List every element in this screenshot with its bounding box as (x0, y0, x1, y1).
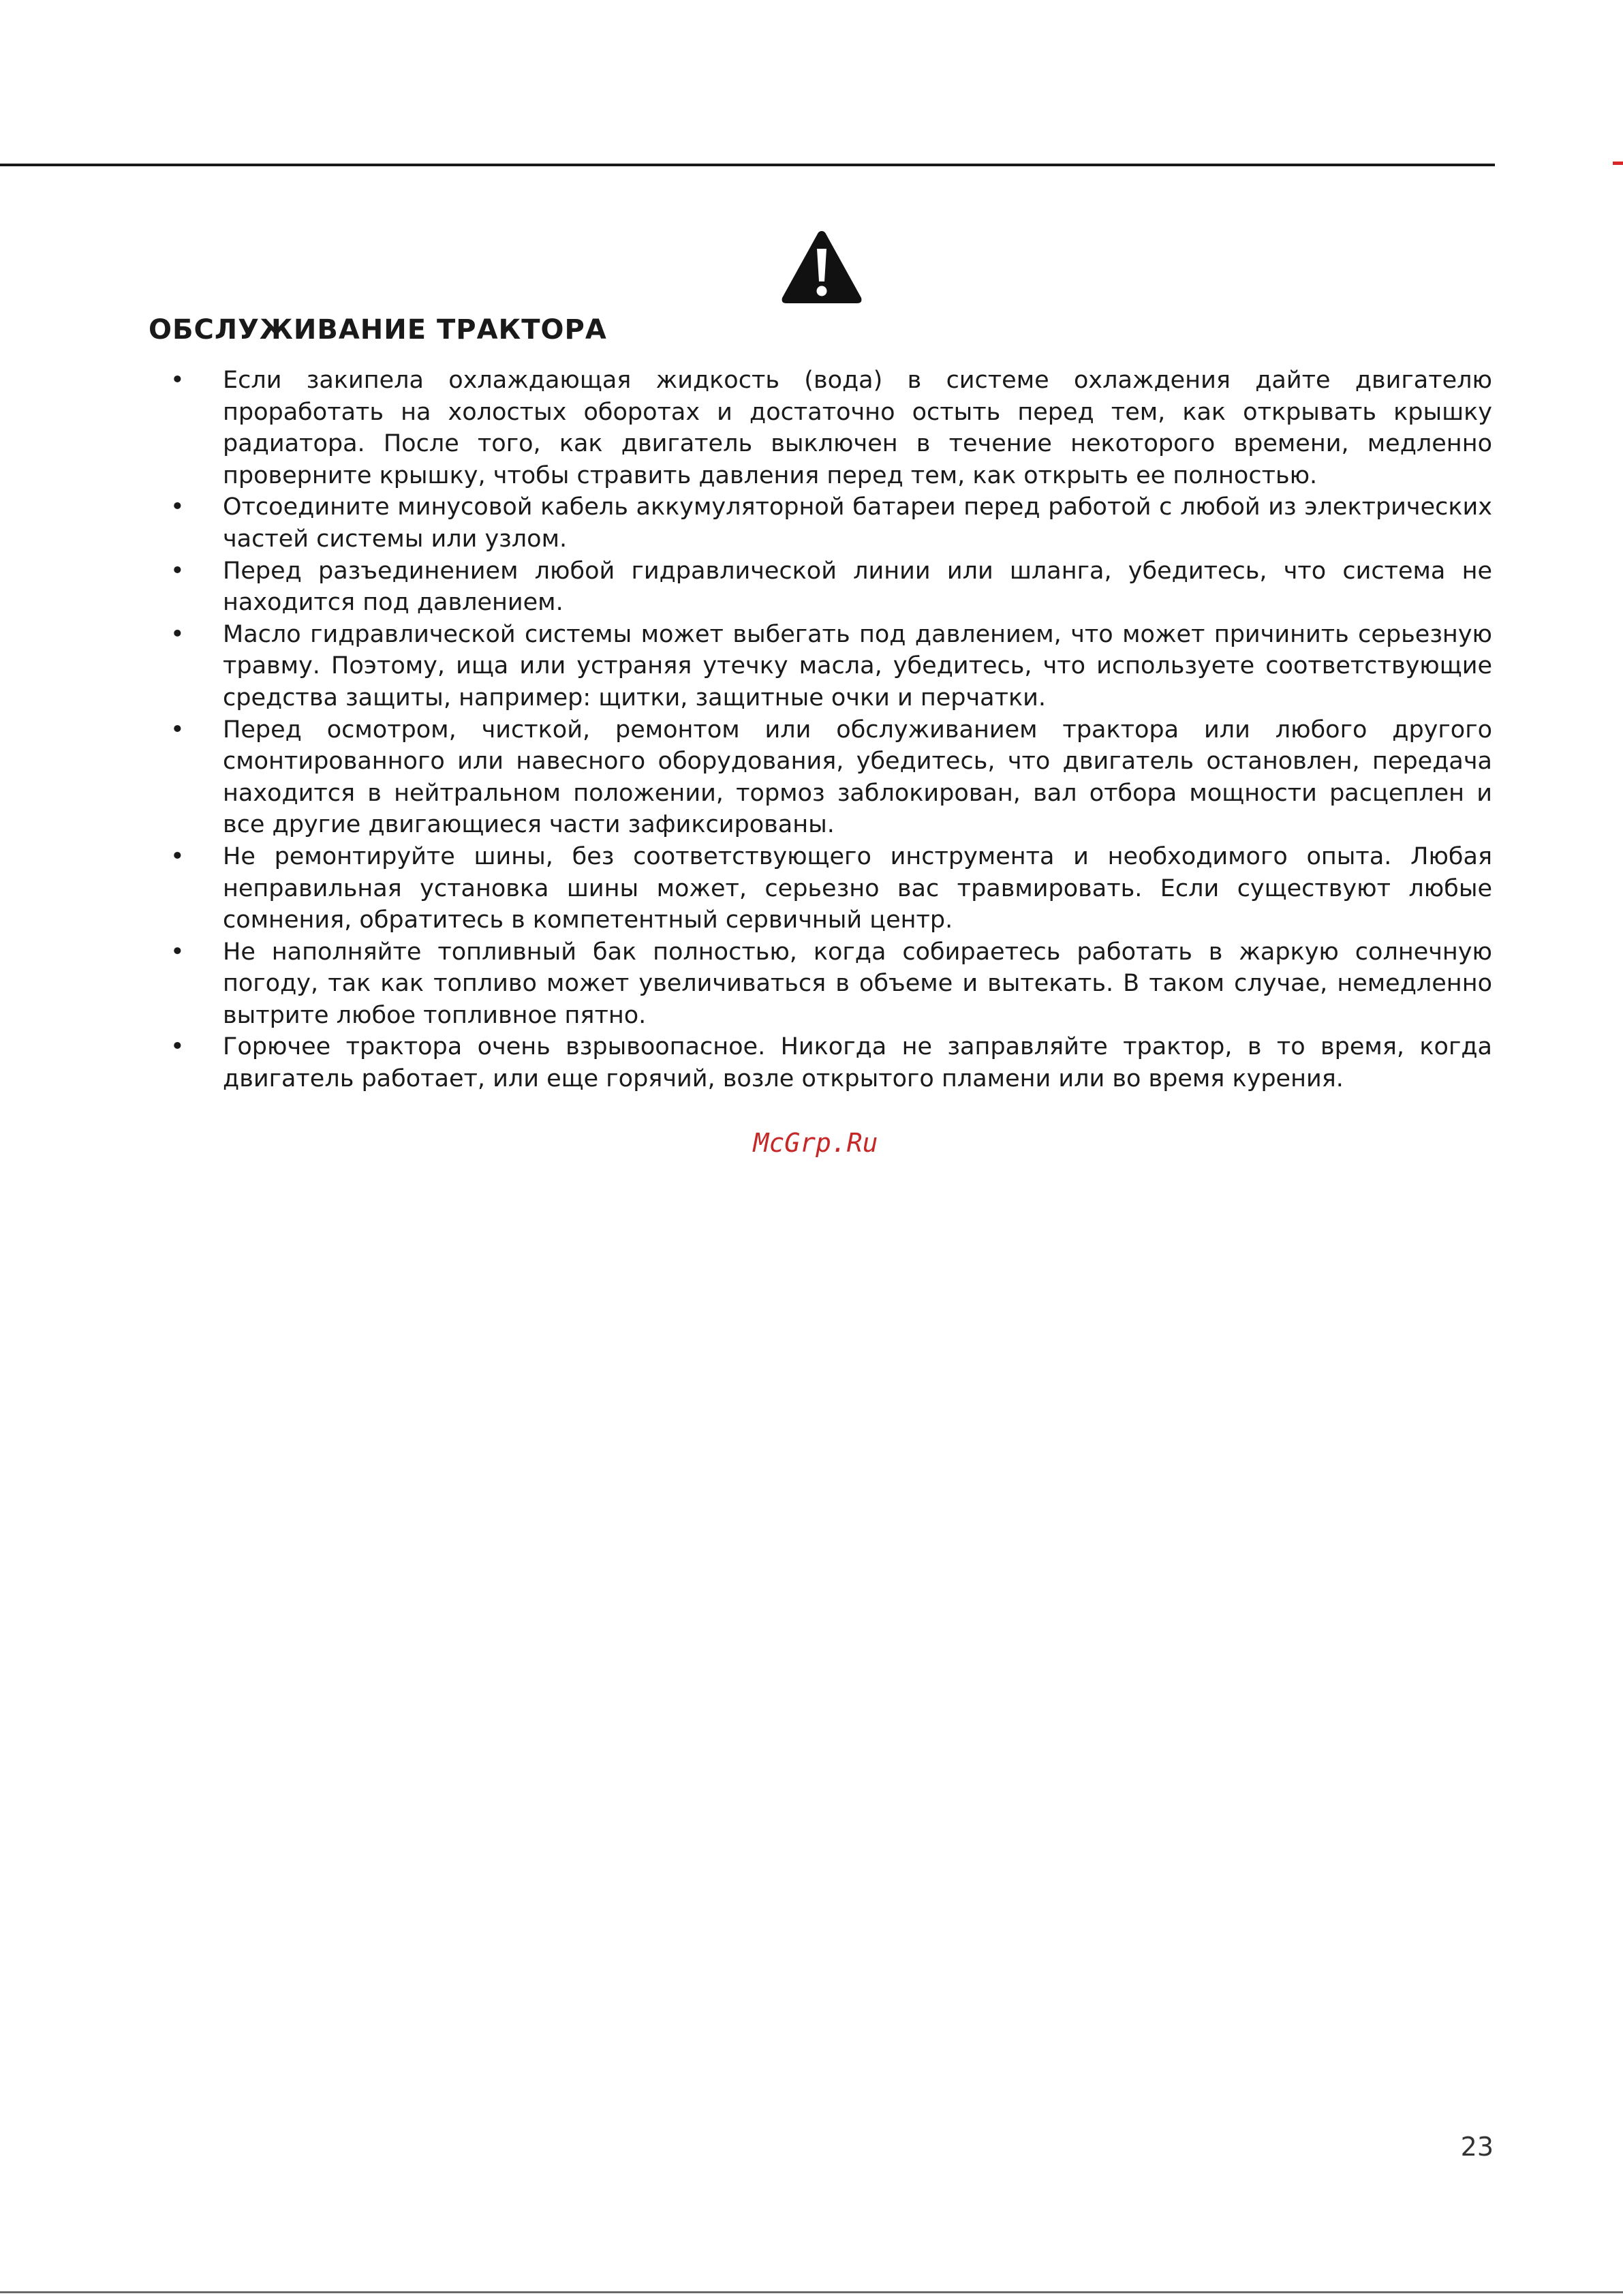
watermark-link[interactable]: McGrp.Ru (753, 1128, 878, 1158)
list-item (170, 841, 1492, 936)
list-item-text: Если закипела охлаждающая жидкость (вода) в системе охлаждения дайте двигателю проработать на холостых оборотах и достаточно остыть перед тем, как открывать крышку радиатора. После того, как двигатель выключен в течение некоторого времени, медленно проверните крышку, чтобы стравить давления перед тем, как открыть ее полностью. (223, 367, 1492, 489)
list-item-text: Перед осмотром, чисткой, ремонтом или обслуживанием трактора или любого другого смонтированного или навесного оборудования, убедитесь, что двигатель остановлен, передача находится в нейтральном положении, тормоз заблокирован, вал отбора мощности расцеплен и все другие двигающиеся части зафиксированы. (223, 716, 1492, 839)
list-item-text: Не ремонтируйте шины, без соответствующего инструмента и необходимого опыта. Любая неправильная установка шины может, серьезно вас травмировать. Если существуют любые сомнения, обратитесь в компетентный сервичный центр. (223, 842, 1492, 934)
list-item-text: Отсоедините минусовой кабель аккумуляторной батареи перед работой с любой из электрических частей системы или узлом. (223, 493, 1492, 553)
bullet-dot: • (170, 716, 185, 744)
list-item (170, 555, 1492, 619)
section-title: ОБСЛУЖИВАНИЕ ТРАКТОРА (149, 314, 607, 346)
page-number: 23 (1460, 2132, 1494, 2162)
list-item (170, 619, 1492, 714)
list-item (170, 365, 1492, 491)
list-item (170, 936, 1492, 1032)
bullet-dot: • (170, 842, 185, 870)
list-item (170, 491, 1492, 555)
footer-rule (0, 2291, 1623, 2293)
list-item-text: Перед разъединением любой гидравлической линии или шланга, убедитесь, что система не находится под давлением. (223, 557, 1492, 617)
list-item-text: Масло гидравлической системы может выбегать под давлением, что может причинить серьезную травму. Поэтому, ища или устраняя утечку масла, убедитесь, что используете соответствующие средства защиты, например: щитки, защитные очки и перчатки. (223, 620, 1492, 711)
bullet-dot: • (170, 620, 185, 648)
list-item (170, 1031, 1492, 1095)
list-item (170, 714, 1492, 841)
corner-accent-mark (1613, 162, 1623, 165)
bullet-dot: • (170, 557, 185, 585)
bullet-dot: • (170, 1033, 185, 1061)
header-rule (0, 164, 1495, 166)
warning-triangle-icon (779, 228, 864, 306)
bullet-dot: • (170, 938, 185, 966)
bullet-dot: • (170, 493, 185, 521)
bullet-dot: • (170, 367, 185, 394)
safety-bullet-list (170, 365, 1492, 1095)
list-item-text: Не наполняйте топливный бак полностью, когда собираетесь работать в жаркую солнечную погоду, так как топливо может увеличиваться в объеме и вытекать. В таком случае, немедленно вытрите любое топливное пятно. (223, 938, 1492, 1029)
list-item-text: Горючее трактора очень взрывоопасное. Никогда не заправляйте трактор, в то время, когда двигатель работает, или еще горячий, возле открытого пламени или во время курения. (223, 1033, 1492, 1093)
